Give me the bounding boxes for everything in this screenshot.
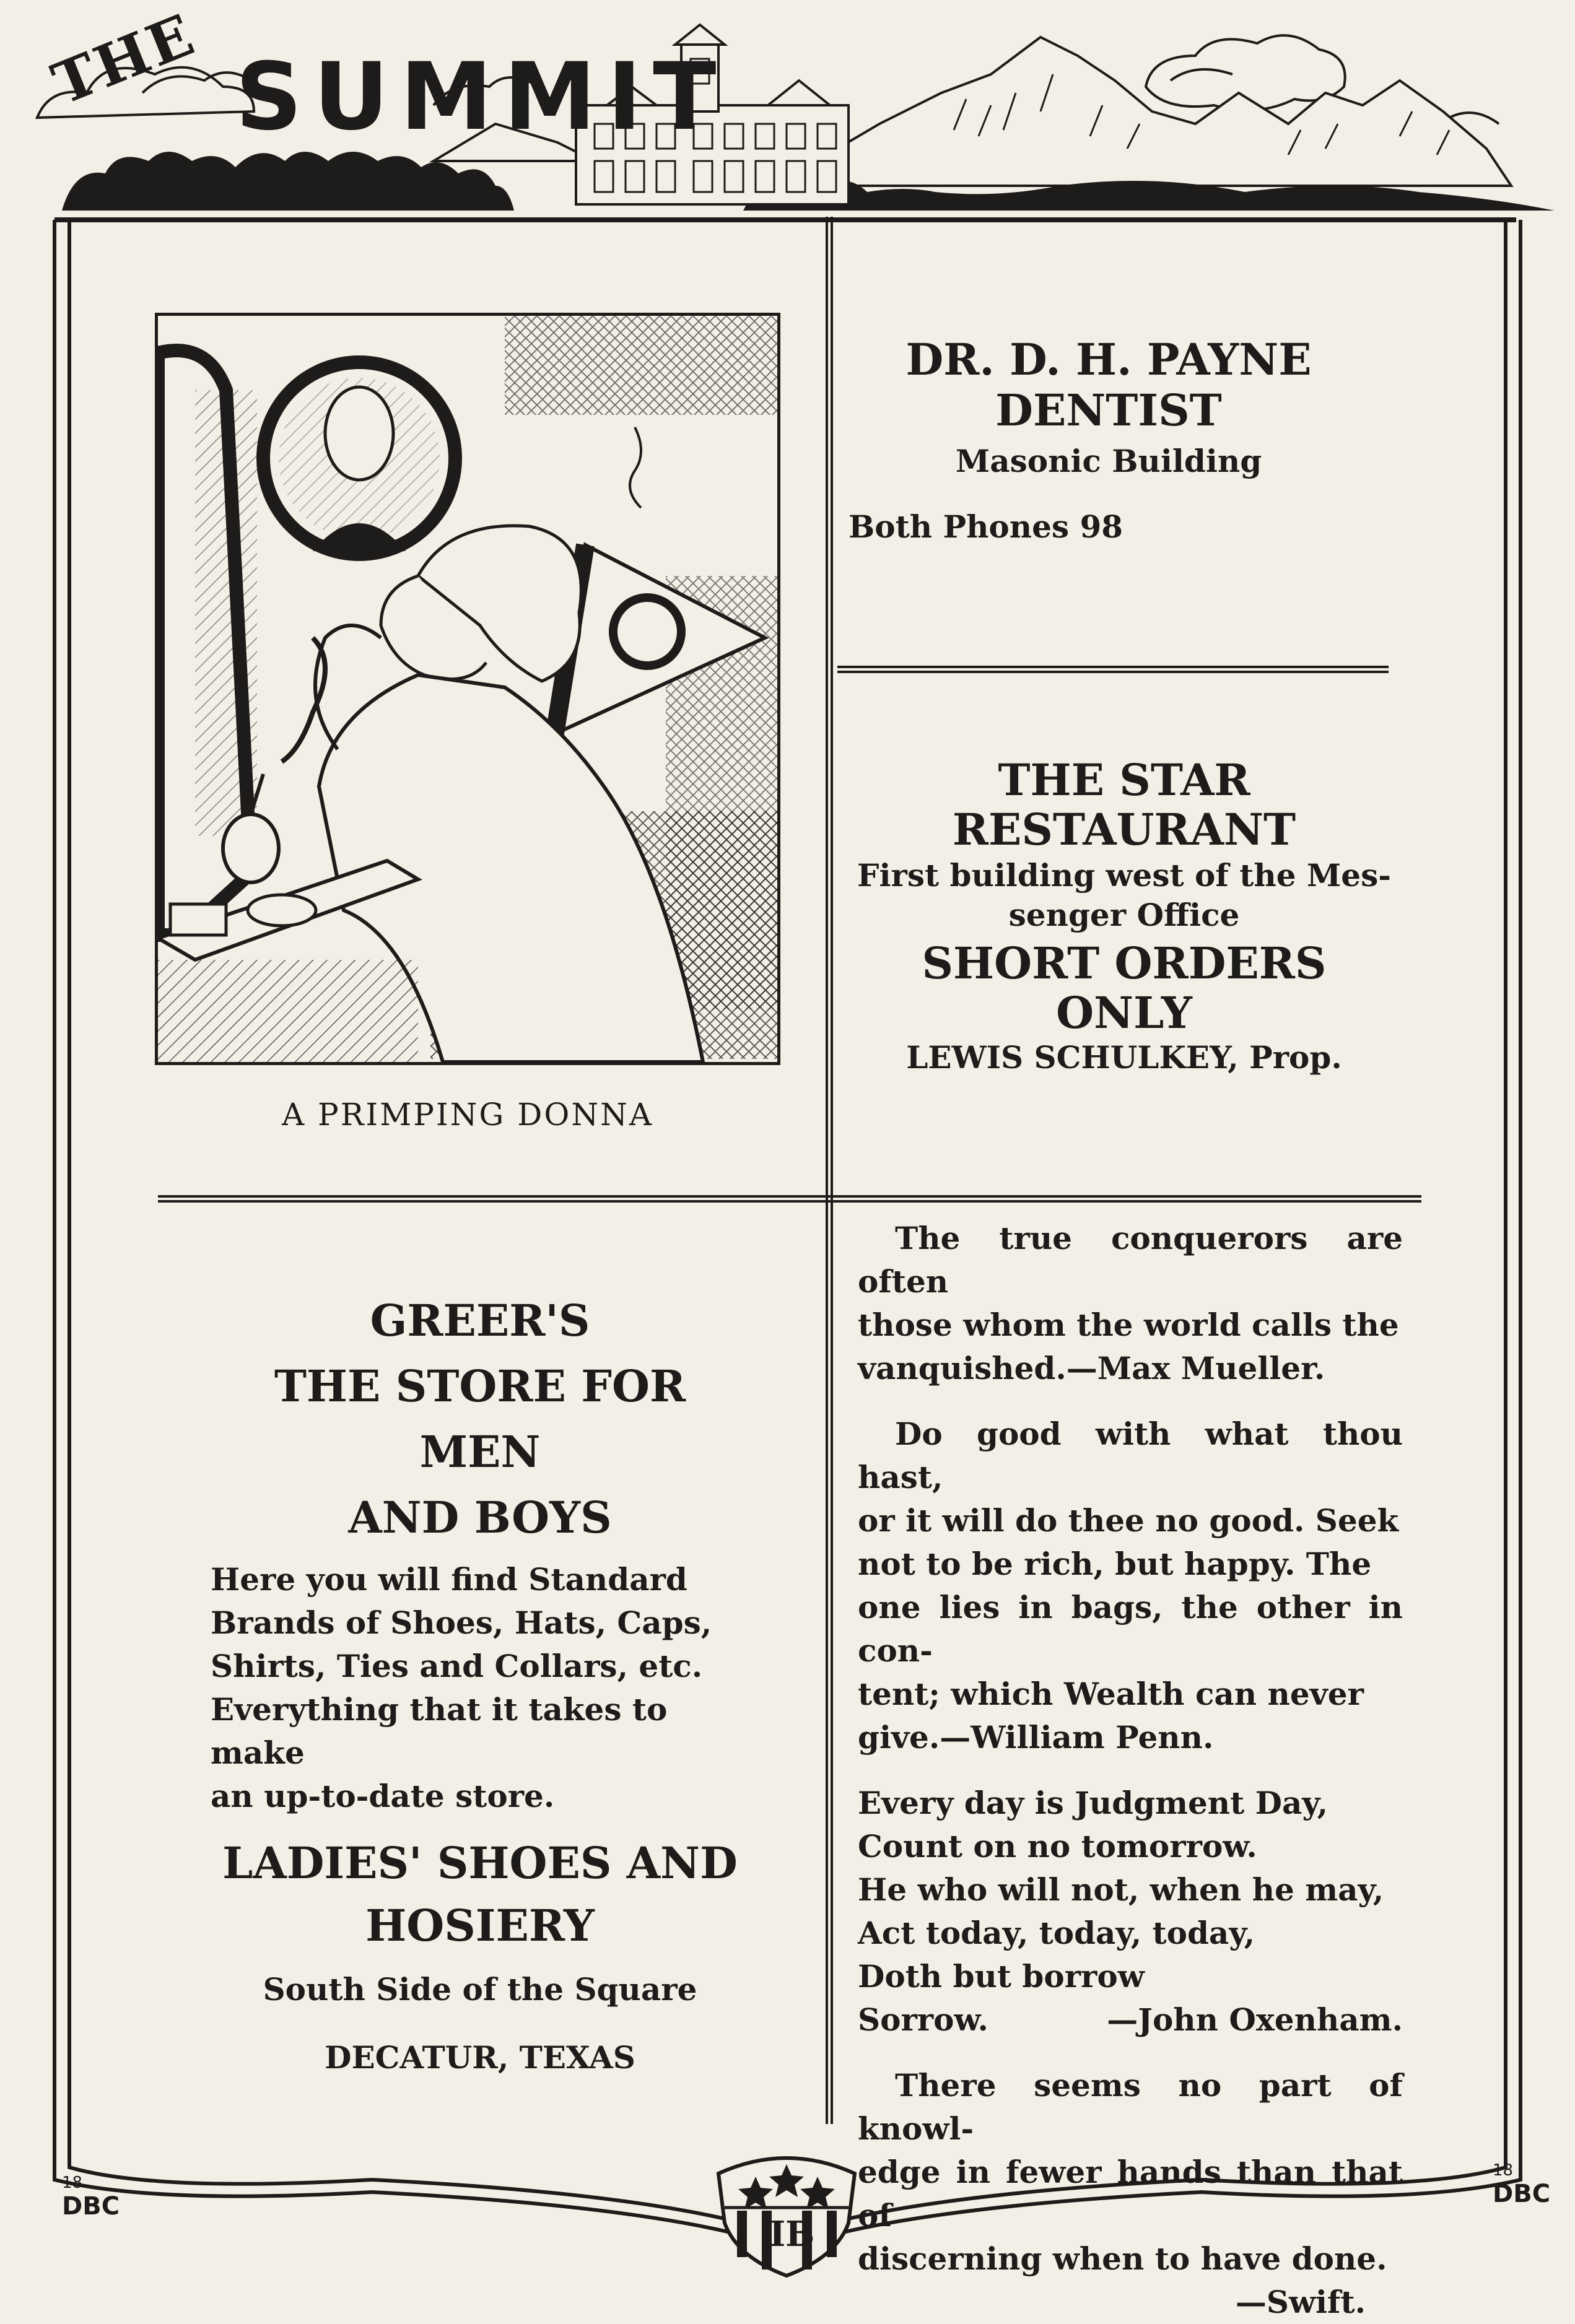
star-title-line2: RESTAURANT [952, 804, 1296, 855]
divider-payne-star [837, 666, 1389, 673]
corner-right-num: 18 [1493, 2161, 1514, 2180]
quote-penn-line2: or it will do thee no good. Seek [858, 1502, 1399, 1539]
greers-ladies-line1: LADIES' SHOES AND [222, 1837, 738, 1889]
quote-penn-line1: Do good with what thou hast, [858, 1416, 1403, 1495]
greers-body-line5: an up-to-date store. [211, 1778, 555, 1814]
illustration-caption: A PRIMPING DONNA [282, 1097, 653, 1133]
star-title-line1: THE STAR [998, 754, 1250, 806]
greers-name: GREER'S [370, 1295, 590, 1346]
payne-profession: DENTIST [995, 385, 1222, 436]
poem-line2: Count on no tomorrow. [858, 1828, 1257, 1865]
illustration-drawing [158, 316, 777, 1062]
quote-swift-line1: There seems no part of knowl- [858, 2067, 1403, 2147]
poem-line4: Act today, today, today, [858, 1915, 1255, 1951]
quotes-column [858, 1217, 1403, 2324]
star-proprietor: LEWIS SCHULKEY, Prop. [906, 1039, 1342, 1076]
quote-penn [858, 1412, 1403, 1759]
greers-tagline-line2: AND BOYS [348, 1492, 612, 1543]
quote-mueller-line1: The true conquerors are often [858, 1220, 1403, 1300]
greers-body-line1: Here you will find Standard [211, 1561, 687, 1598]
corner-mark-right [1493, 2161, 1561, 2208]
payne-name: DR. D. H. PAYNE [905, 334, 1312, 385]
greers-city: DECATUR, TEXAS [325, 2039, 635, 2076]
corner-left-num: 18 [62, 2174, 83, 2192]
shield-letter-right: B [785, 2214, 815, 2255]
star-location-line2: senger Office [1008, 897, 1240, 933]
greers-body-line4: Everything that it takes to make [211, 1691, 668, 1771]
quote-penn-line4: one lies in bags, the other in con- [858, 1589, 1403, 1669]
masthead-the: THE [43, 1, 205, 118]
quote-penn-line5: tent; which Wealth can never [858, 1676, 1364, 1712]
greers-body-line2: Brands of Shoes, Hats, Caps, [211, 1604, 712, 1641]
greers-ladies-line2: HOSIERY [365, 1900, 595, 1951]
poem-last-line [858, 1998, 1403, 2042]
poem-line3: He who will not, when he may, [858, 1871, 1384, 1908]
poem-oxenham [858, 1782, 1403, 2042]
corner-right-text: DBC [1493, 2180, 1551, 2208]
column-divider [826, 217, 833, 2124]
quote-mueller [858, 1217, 1403, 1390]
corner-mark-left [62, 2174, 130, 2221]
greers-address: South Side of the Square [263, 1971, 697, 2008]
quote-penn-line6: give.—William Penn. [858, 1719, 1214, 1756]
payne-ad [849, 334, 1387, 547]
quote-mueller-line3: vanquished.—Max Mueller. [858, 1350, 1325, 1386]
star-orders-line1: SHORT ORDERS [922, 938, 1327, 989]
poem-line5: Doth but borrow [858, 1958, 1145, 1995]
greers-body-line3: Shirts, Ties and Collars, etc. [211, 1648, 703, 1684]
masthead-title: SUMMIT [235, 43, 728, 151]
poem-line1: Every day is Judgment Day, [858, 1785, 1328, 1821]
greers-tagline-line1: THE STORE FOR MEN [274, 1360, 686, 1478]
quote-mueller-line2: those whom the world calls the [858, 1307, 1399, 1343]
quote-swift-line3: discerning when to have done. [858, 2240, 1387, 2277]
star-location-line1: First building west of the Mes- [857, 857, 1391, 894]
payne-phones: Both Phones 98 [849, 508, 1123, 545]
star-orders-line2: ONLY [1056, 987, 1192, 1038]
divider-mid [158, 1195, 1421, 1203]
corner-left-text: DBC [62, 2192, 120, 2221]
payne-building: Masonic Building [955, 443, 1262, 479]
star-restaurant-ad [849, 755, 1400, 1077]
shield-emblem [712, 2149, 861, 2279]
primping-donna-illustration [155, 313, 780, 1065]
quote-swift [858, 2064, 1403, 2324]
shield-letter-left: I [769, 2214, 786, 2255]
greers-ad [211, 1288, 749, 2079]
quote-swift-line2: edge in fewer hands than that of [858, 2154, 1403, 2234]
quote-swift-author: —Swift. [1235, 2284, 1366, 2320]
poem-line6: Sorrow. [858, 2001, 988, 2038]
poem-author: —John Oxenham. [1107, 2001, 1403, 2038]
quote-penn-line3: not to be rich, but happy. The [858, 1546, 1372, 1582]
